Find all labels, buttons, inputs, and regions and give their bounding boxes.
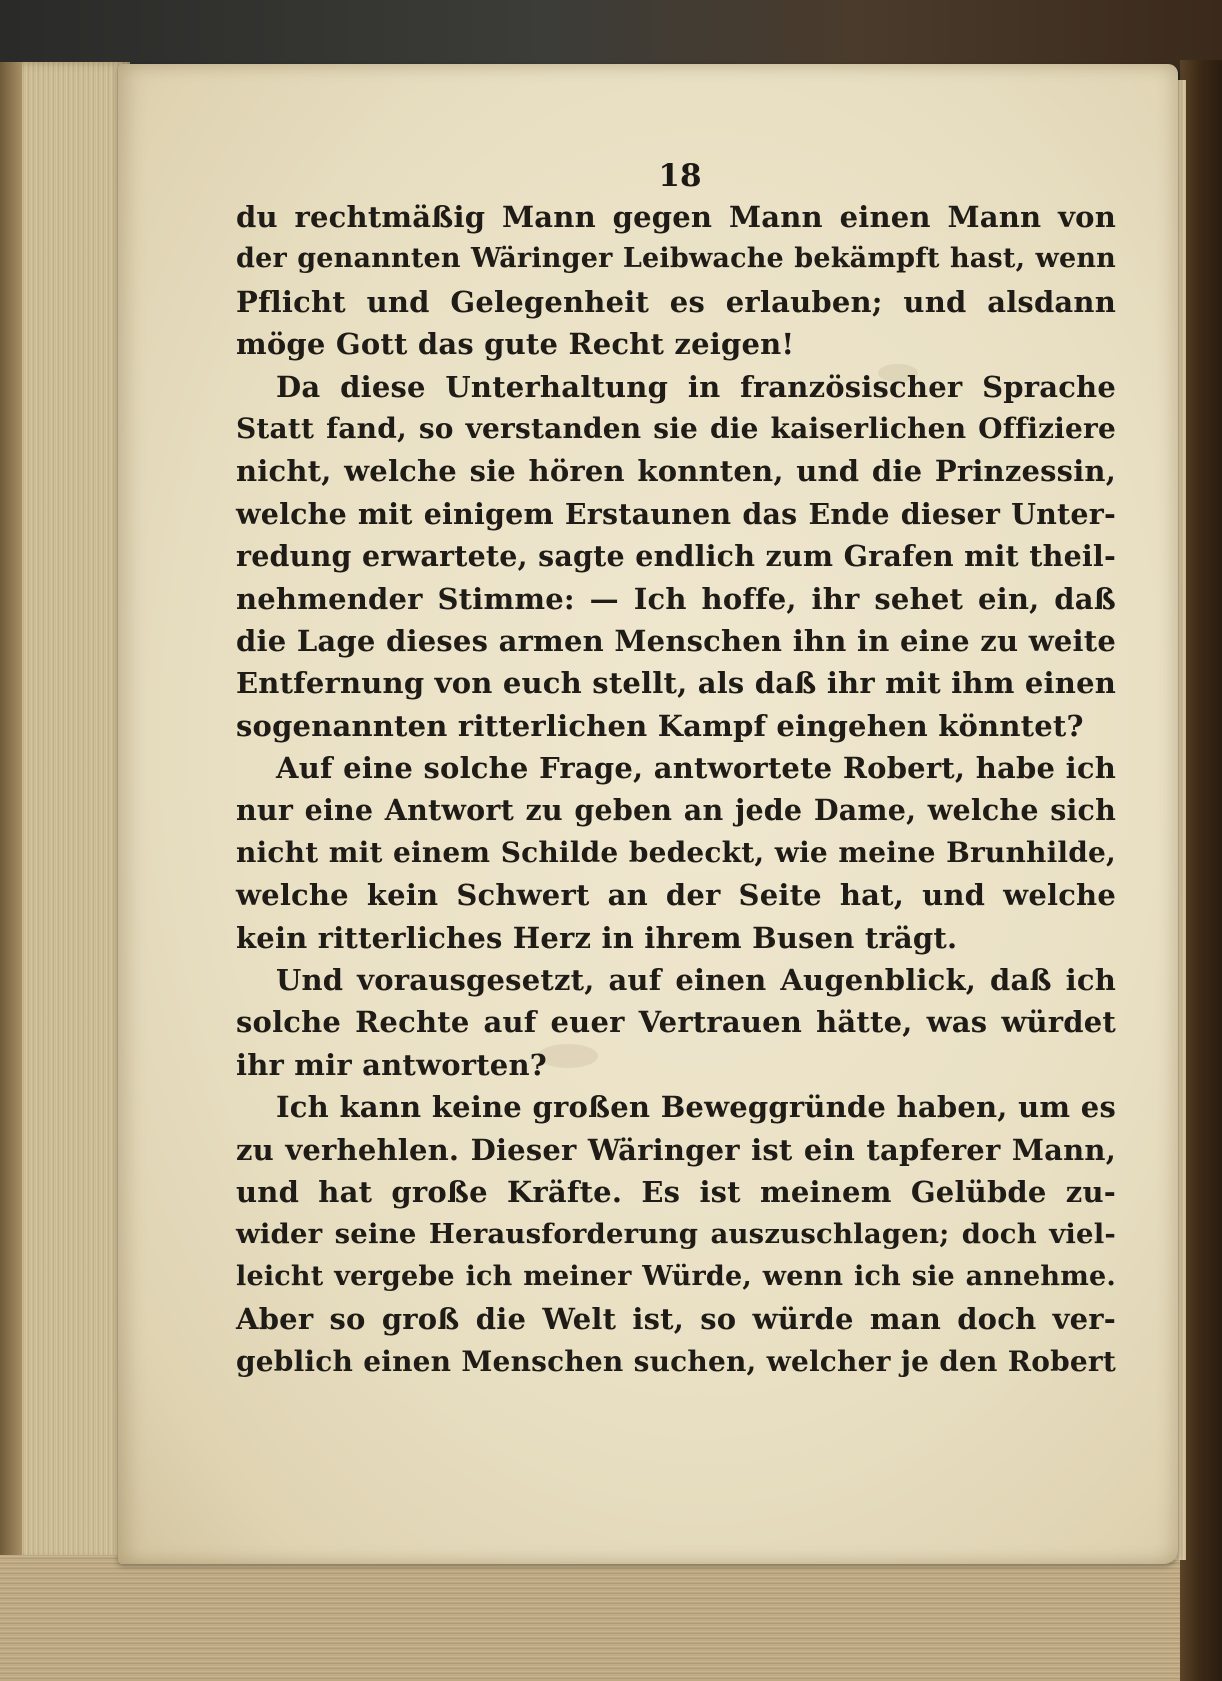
text-line: redung erwartete, sagte endlich zum Grafen mit theil-: [236, 539, 1116, 574]
book-cover-edge: [1180, 60, 1222, 1681]
text-line: Da diese Unterhaltung in französischer Sprache: [276, 369, 1116, 404]
text-line: Statt fand, so verstanden sie die kaiserlichen Offiziere: [236, 411, 1116, 445]
body-text: [236, 196, 1116, 1383]
text-line: sogenannten ritterlichen Kampf eingehen könntet?: [236, 708, 1084, 743]
text-line: nur eine Antwort zu geben an jede Dame, welche sich: [236, 793, 1116, 828]
text-line: leicht vergebe ich meiner Würde, wenn ich sie annehme.: [236, 1260, 1116, 1292]
text-line: Und vorausgesetzt, auf einen Augenblick, daß ich: [276, 963, 1116, 998]
text-line: der genannten Wäringer Leibwache bekämpft hast, wenn: [236, 243, 1116, 275]
text-line: ihr mir antworten?: [236, 1047, 547, 1082]
text-line: nehmender Stimme: — Ich hoffe, ihr sehet ein, daß: [236, 581, 1116, 616]
text-line: wider seine Herausforderung auszuschlagen; doch viel-: [236, 1218, 1116, 1251]
text-line: möge Gott das gute Recht zeigen!: [236, 327, 795, 362]
text-line: zu verhehlen. Dieser Wäringer ist ein tapferer Mann,: [236, 1132, 1116, 1167]
text-line: Entfernung von euch stellt, als daß ihr mit ihm einen: [236, 666, 1116, 701]
bottom-page-edges: [0, 1555, 1190, 1681]
text-line: und hat große Kräfte. Es ist meinem Gelübde zu-: [236, 1174, 1116, 1209]
text-line: du rechtmäßig Mann gegen Mann einen Mann von: [236, 200, 1116, 234]
text-line: Aber so groß die Welt ist, so würde man doch ver-: [236, 1302, 1116, 1337]
text-line: geblich einen Menschen suchen, welcher je den Robert: [236, 1344, 1116, 1378]
text-line: nicht mit einem Schilde bedeckt, wie meine Brunhilde,: [236, 835, 1116, 869]
text-line: die Lage dieses armen Menschen ihn in eine zu weite: [236, 623, 1116, 658]
text-line: welche mit einigem Erstaunen das Ende dieser Unter-: [236, 496, 1116, 531]
top-shadow: [0, 0, 1222, 70]
text-line: solche Rechte auf euer Vertrauen hätte, was würdet: [236, 1005, 1116, 1040]
text-line: Ich kann keine großen Beweggründe haben, um es: [276, 1090, 1116, 1125]
text-line: kein ritterliches Herz in ihrem Busen trägt.: [236, 920, 958, 955]
binding-shadow: [0, 62, 22, 1562]
text-line: welche kein Schwert an der Seite hat, und welche: [236, 878, 1116, 913]
text-line: nicht, welche sie hören konnten, und die Prinzessin,: [236, 454, 1116, 489]
text-line: Pflicht und Gelegenheit es erlauben; und alsdann: [236, 284, 1116, 319]
page-number: 18: [658, 158, 702, 194]
text-line: Auf eine solche Frage, antwortete Robert, habe ich: [276, 751, 1116, 786]
